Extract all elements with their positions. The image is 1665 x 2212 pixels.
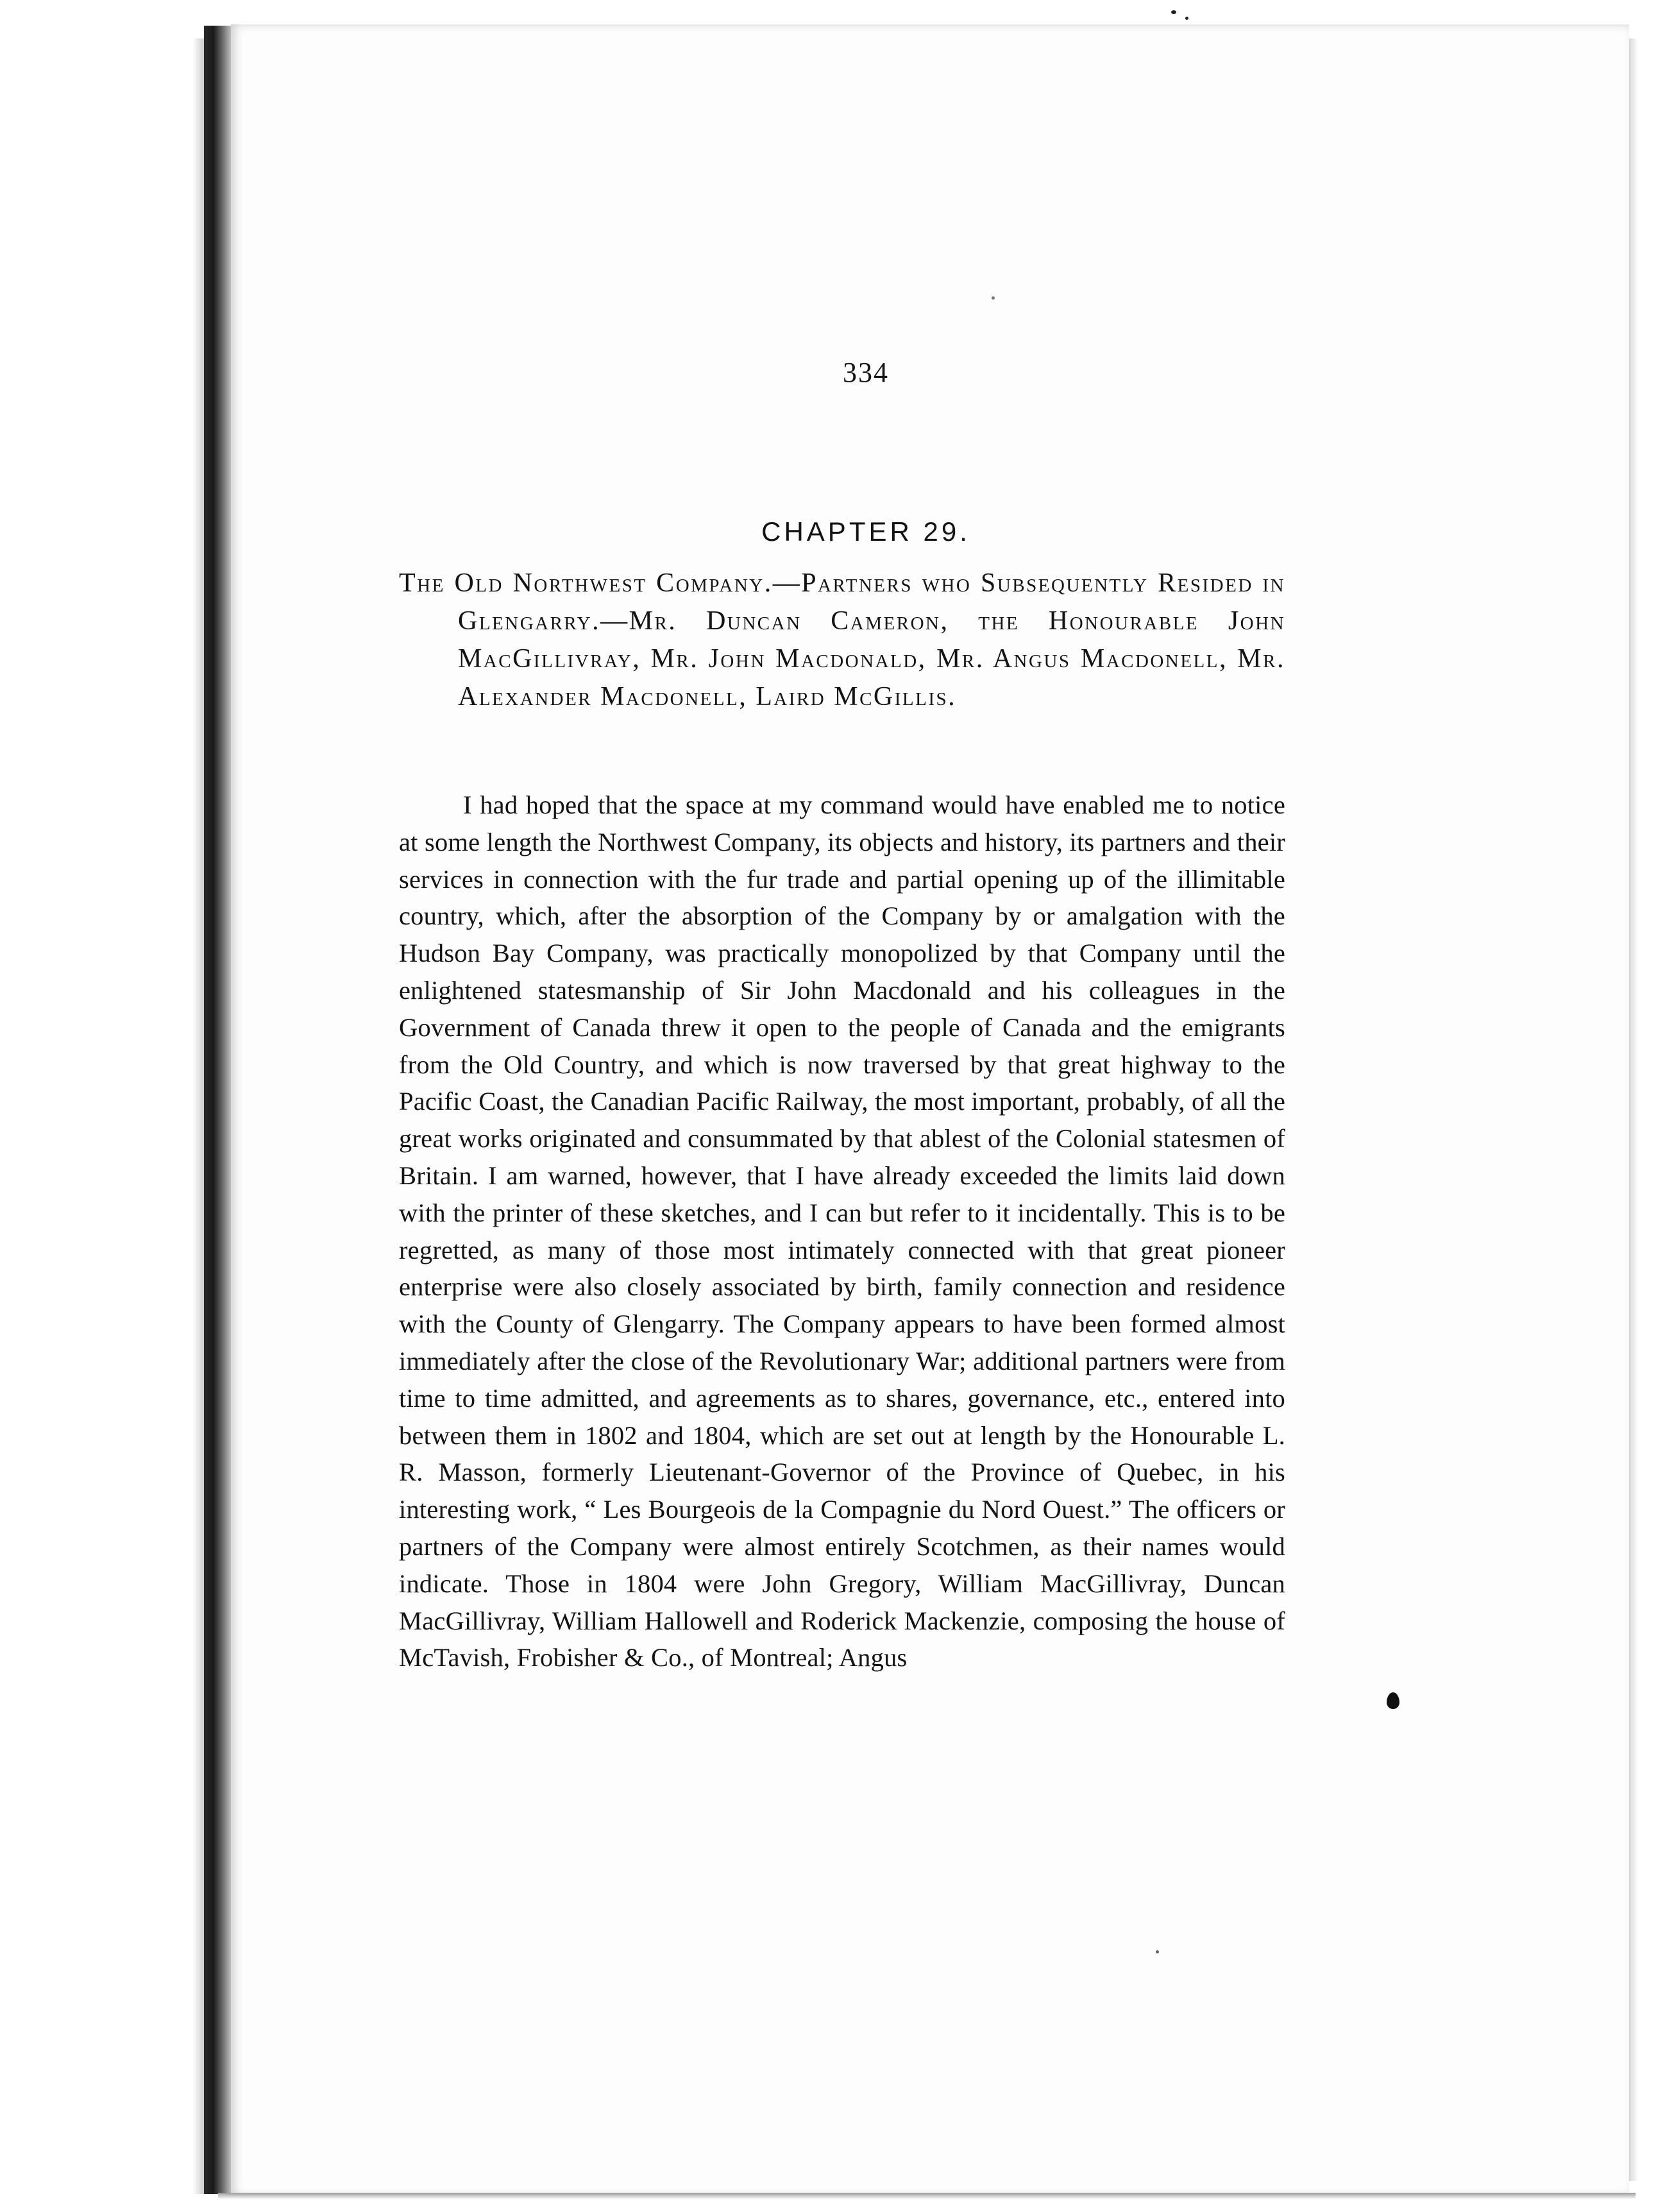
scan-background [0,0,199,2212]
scan-speck [992,296,995,300]
scan-speck [1185,17,1188,20]
scan-speck [1171,10,1176,14]
chapter-summary-text: The Old Northwest Company.—Partners who Subsequently Resided in Glengarry.—Mr. Duncan Cameron, the Honourable John MacGillivray, Mr. John Macdonald, Mr. Angus Macdonell, Mr. Alexander Macdonell, Laird McGillis. [399,568,1285,711]
chapter-heading: CHAPTER 29. [761,516,970,547]
body-paragraph: I had hoped that the space at my command would have enabled me to notice at some length the Northwest Company, its objects and history, its partners and their services in connection with the fur trade and partial opening up of the illimitable country, which, after the absorption of the Company by or amalgation with the Hudson Bay Company, was practically monopolized by that Company until the enlightened statesmanship of Sir John Macdonald and his colleagues in the Government of Canada threw it open to the people of Canada and the emigrants from the Old Country, and which is now traversed by that great highway to the Pacific Coast, the Canadian Pacific Railway, the most important, probably, of all the great works originated and consummated by that ablest of the Colonial statesmen of Britain. I am warned, however, that I have already exceeded the limits laid down with the printer of these sketches, and I can but refer to it incidentally. This is to be regretted, as many of those most intimately connected with that great pioneer enterprise were also closely associated by birth, family connection and residence with the County of Glengarry. The Company appears to have been formed almost immediately after the close of the Revolutionary War; additional partners were from time to time admitted, and agreements as to shares, governance, etc., entered into between them in 1802 and 1804, which are set out at length by the Honourable L. R. Masson, formerly Lieutenant-Governor of the Province of Quebec, in his interesting work, “ Les Bourgeois de la Compagnie du Nord Ouest.” The officers or partners of the Company were almost entirely Scotchmen, as their names would indicate. Those in 1804 were John Gregory, William MacGillivray, Duncan MacGillivray, William Hallowell and Roderick Mackenzie, composing the house of McTavish, Frobisher & Co., of Montreal; Angus [399,790,1285,1672]
facing-page-edge [192,38,204,2194]
page-number: 334 [843,357,889,388]
book-gutter-shadow [204,26,231,2194]
page-bottom-edge [218,2193,1635,2199]
page-right-edge [1629,38,1638,2181]
margin-ink-mark [1387,1692,1399,1709]
chapter-summary [399,565,1285,716]
body-text [399,787,1285,1676]
scan-speck [1156,1950,1159,1953]
